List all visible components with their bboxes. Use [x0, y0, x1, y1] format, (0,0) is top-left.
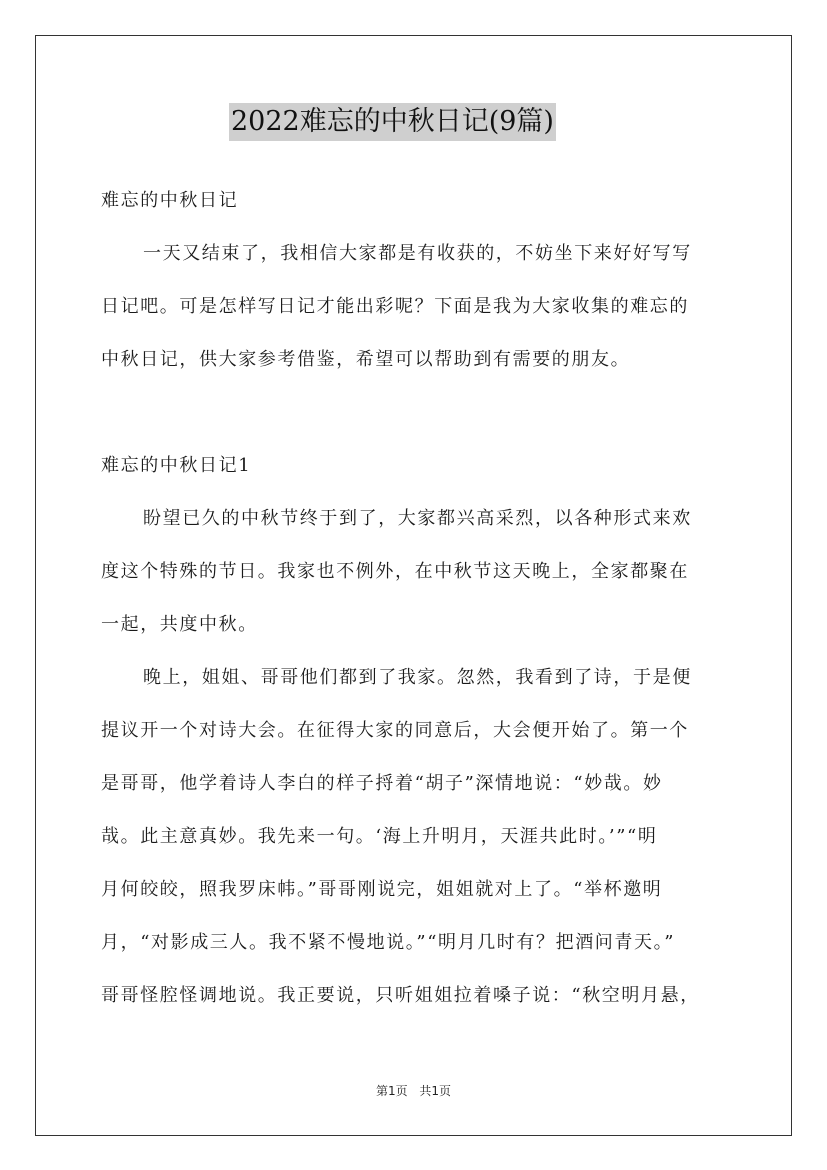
paragraph-line: 晚上，姐姐、哥哥他们都到了我家。忽然，我看到了诗，于是便 — [143, 667, 692, 688]
paragraph-line: 是哥哥，他学着诗人李白的样子捋着“胡子”深情地说：“妙哉。妙 — [101, 773, 663, 794]
paragraph-line: 月何皎皎，照我罗床帏。”哥哥刚说完，姐姐就对上了。“举杯邀明 — [101, 879, 663, 900]
blank-line — [101, 386, 729, 439]
paragraph-line: 哥哥怪腔怪调地说。我正要说，只听姐姐拉着嗓子说：“秋空明月悬， — [101, 985, 700, 1006]
intro-line: 日记吧。可是怎样写日记才能出彩呢？下面是我为大家收集的难忘的 — [101, 296, 689, 317]
intro-heading: 难忘的中秋日记 — [101, 190, 239, 211]
paragraph-line: 一起，共度中秋。 — [101, 614, 258, 635]
page-number: 第1页 — [375, 1084, 408, 1098]
page-footer — [0, 1082, 827, 1099]
intro-line: 一天又结束了，我相信大家都是有收获的，不妨坐下来好好写写 — [143, 243, 692, 264]
paragraph-line: 月，“对影成三人。我不紧不慢地说。”“明月几时有？把酒问青天。” — [101, 932, 676, 953]
paragraph-line: 提议开一个对诗大会。在征得大家的同意后，大会便开始了。第一个 — [101, 720, 689, 741]
section-heading: 难忘的中秋日记1 — [101, 455, 252, 476]
page-total: 共1页 — [419, 1084, 452, 1098]
document-body — [101, 174, 729, 1022]
intro-line: 中秋日记，供大家参考借鉴，希望可以帮助到有需要的朋友。 — [101, 349, 631, 370]
paragraph-line: 盼望已久的中秋节终于到了，大家都兴高采烈，以各种形式来欢 — [143, 508, 692, 529]
document-title: 2022难忘的中秋日记(9篇) — [229, 103, 556, 141]
paragraph-line: 哉。此主意真妙。我先来一句。‘海上升明月，天涯共此时。’”“明 — [101, 826, 658, 847]
paragraph-line: 度这个特殊的节日。我家也不例外，在中秋节这天晚上，全家都聚在 — [101, 561, 689, 582]
